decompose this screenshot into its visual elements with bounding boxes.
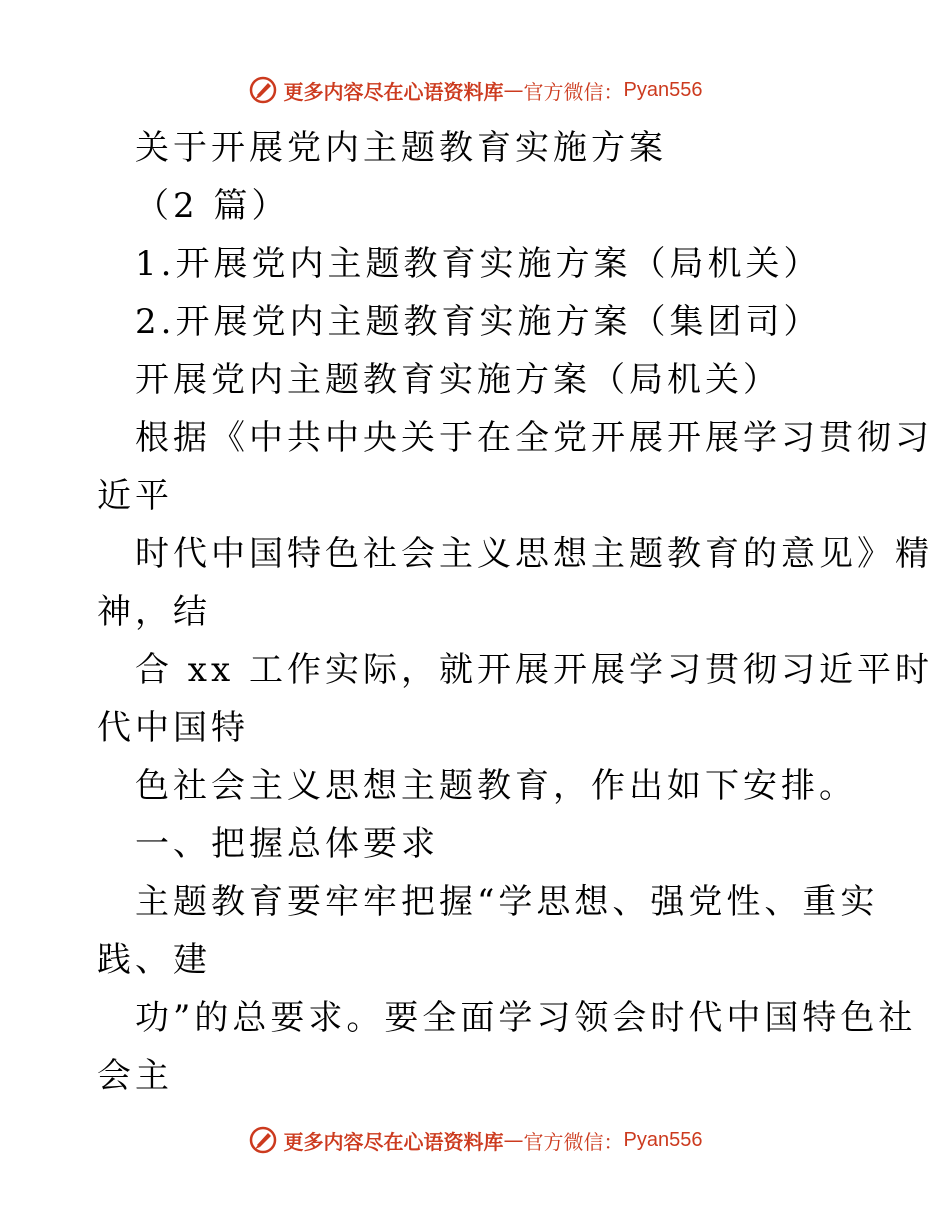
paragraph-line: 主题教育要牢牢把握“学思想、强党性、重实 (135, 882, 879, 922)
header-watermark-banner (0, 70, 950, 110)
banner-separator: — (503, 1128, 524, 1152)
paragraph-line: 代中国特 (97, 708, 249, 748)
document-subtitle: （2 篇） (135, 186, 290, 226)
logo-icon (248, 1125, 278, 1155)
paragraph-line: 色社会主义思想主题教育，作出如下安排。 (135, 766, 857, 806)
document-title: 关于开展党内主题教育实施方案 (135, 128, 667, 168)
toc-item-2: 2.开展党内主题教育实施方案（集团司） (135, 302, 822, 342)
logo-icon (248, 75, 278, 105)
banner-wechat-id: Pyan556 (623, 1128, 703, 1151)
section-title: 开展党内主题教育实施方案（局机关） (135, 360, 781, 400)
paragraph-line: 践、建 (97, 940, 211, 980)
footer-watermark-banner (0, 1120, 950, 1160)
banner-main-text: 更多内容尽在心语资料库 (283, 79, 504, 104)
banner-separator: — (503, 78, 524, 102)
banner-main-text: 更多内容尽在心语资料库 (283, 1129, 504, 1154)
banner-wechat-label: 官方微信： (523, 79, 624, 104)
toc-item-1: 1.开展党内主题教育实施方案（局机关） (135, 244, 822, 284)
paragraph-line: 近平 (97, 476, 173, 516)
paragraph-line: 功”的总要求。要全面学习领会时代中国特色社 (135, 998, 917, 1038)
paragraph-line: 神，结 (97, 592, 211, 632)
paragraph-line: 合 xx 工作实际，就开展开展学习贯彻习近平时 (135, 650, 933, 690)
paragraph-line: 会主 (97, 1056, 173, 1096)
paragraph-line: 时代中国特色社会主义思想主题教育的意见》精 (135, 534, 933, 574)
paragraph-line: 根据《中共中央关于在全党开展开展学习贯彻习 (135, 418, 933, 458)
banner-wechat-label: 官方微信： (523, 1129, 624, 1154)
heading-section-1: 一、把握总体要求 (135, 824, 439, 864)
banner-wechat-id: Pyan556 (623, 78, 703, 101)
